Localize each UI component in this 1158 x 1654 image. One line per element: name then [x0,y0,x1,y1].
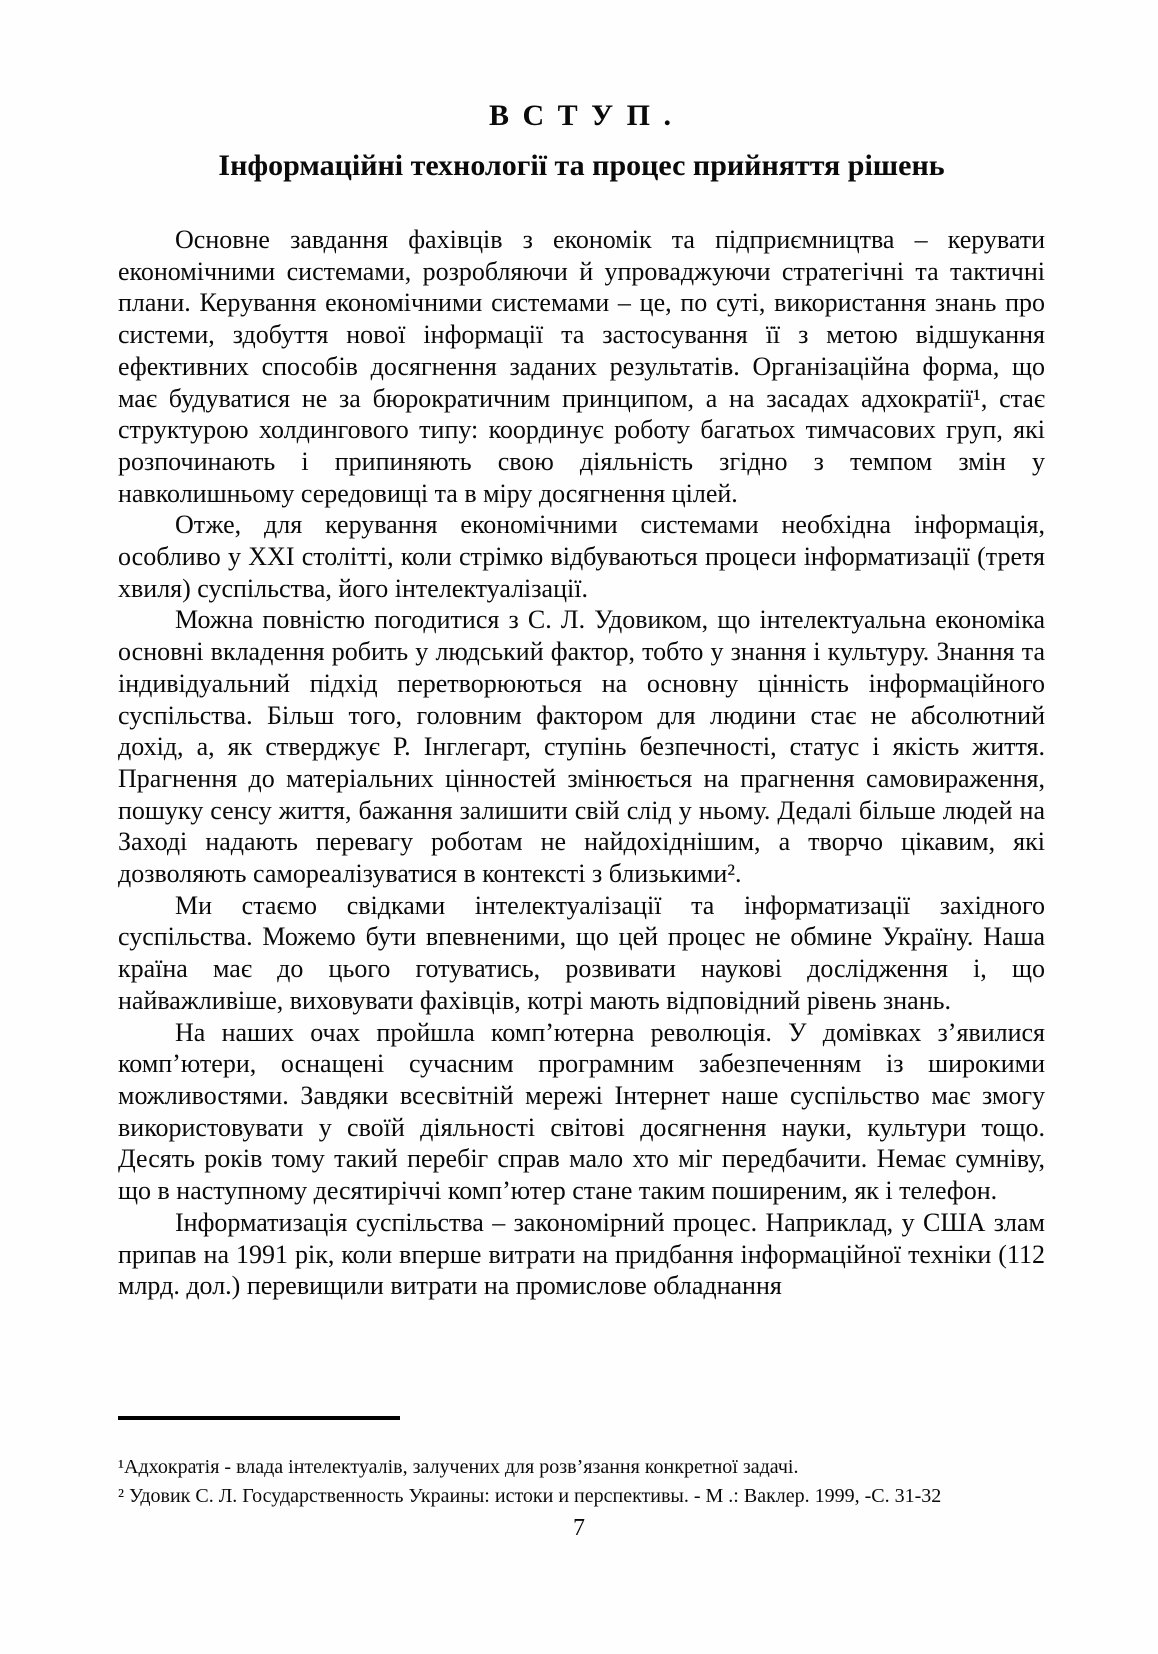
paragraph-3: Можна повністю погодитися з С. Л. Удовиком, що інтелектуальна економіка основні вкладення робить у людський фактор, тобто у знання і культуру. Знання та індивідуальний підхід перетворюються на основну цінність інформаційного суспільства. Більш того, головним фактором для людини стає не абсолютний дохід, а, як стверджує Р. Інглегарт, ступінь безпечності, статус і якість життя. Прагнення до матеріальних цінностей змінюється на прагнення самовираження, пошуку сенсу життя, бажання залишити свій слід у ньому. Дедалі більше людей на Заході надають перевагу роботам не найдохіднішим, а творчо цікавим, які дозволяють самореалізуватися в контексті з близькими². [118,605,1045,889]
footnote-area [118,1416,1045,1511]
body-text [118,224,1045,1302]
footnotes [118,1453,1045,1511]
paragraph-6: Інформатизація суспільства – закономірний процес. Наприклад, у США злам припав на 1991 рік, коли вперше витрати на придбання інформаційної техніки (112 млрд. дол.) перевищили витрати на промислове обладнання [118,1207,1045,1301]
page-number: 7 [573,1515,585,1541]
footnote-separator [118,1416,400,1420]
page-subtitle: Інформаційні технології та процес прийняття рішень [218,149,945,182]
paragraph-1: Основне завдання фахівців з економік та підприємництва – керувати економічними системами, розробляючи й упроваджуючи стратегічні та тактичні плани. Керування економічними системами – це, по суті, використання знань про системи, здобуття нової інформації та застосування її з метою відшукання ефективних способів досягнення заданих результатів. Організаційна форма, що має будуватися не за бюрократичним принципом, а на засадах адхократії¹, стає структурою холдингового типу: координує роботу багатьох тимчасових груп, які розпочинають і припиняють свою діяльність згідно з темпом змін у навколишньому середовищі та в міру досягнення цілей. [118,225,1045,508]
footnote-1: ¹Адхократія - влада інтелектуалів, залучених для розв’язання конкретної задачі. [118,1456,799,1478]
footnote-2: ² Удовик С. Л. Государственность Украины: истоки и перспективы. - М .: Ваклер. 1999, -С. 31-32 [118,1485,942,1507]
paragraph-4: Ми стаємо свідками інтелектуалізації та інформатизації західного суспільства. Можемо бути впевненими, що цей процес не обмине Україну. Наша країна має до цього готуватись, розвивати наукові дослідження і, що найважливіше, виховувати фахівців, котрі мають відповідний рівень знань. [118,890,1045,1015]
paragraph-5: На наших очах пройшла комп’ютерна революція. У домівках з’явилися комп’ютери, оснащені сучасним програмним забезпеченням із широкими можливостями. Завдяки всесвітній мережі Інтернет наше суспільство має змогу використовувати у своїй діяльності світові досягнення науки, культури тощо. Десять років тому такий перебіг справ мало хто міг передбачити. Немає сумніву, що в наступному десятиріччі комп’ютер стане таким поширеним, як і телефон. [118,1017,1045,1206]
page-title: В С Т У П . [488,99,675,132]
paragraph-2: Отже, для керування економічними системами необхідна інформація, особливо у XXI столітті, коли стрімко відбуваються процеси інформатизації (третя хвиля) суспільства, його інтелектуалізації. [118,510,1045,603]
